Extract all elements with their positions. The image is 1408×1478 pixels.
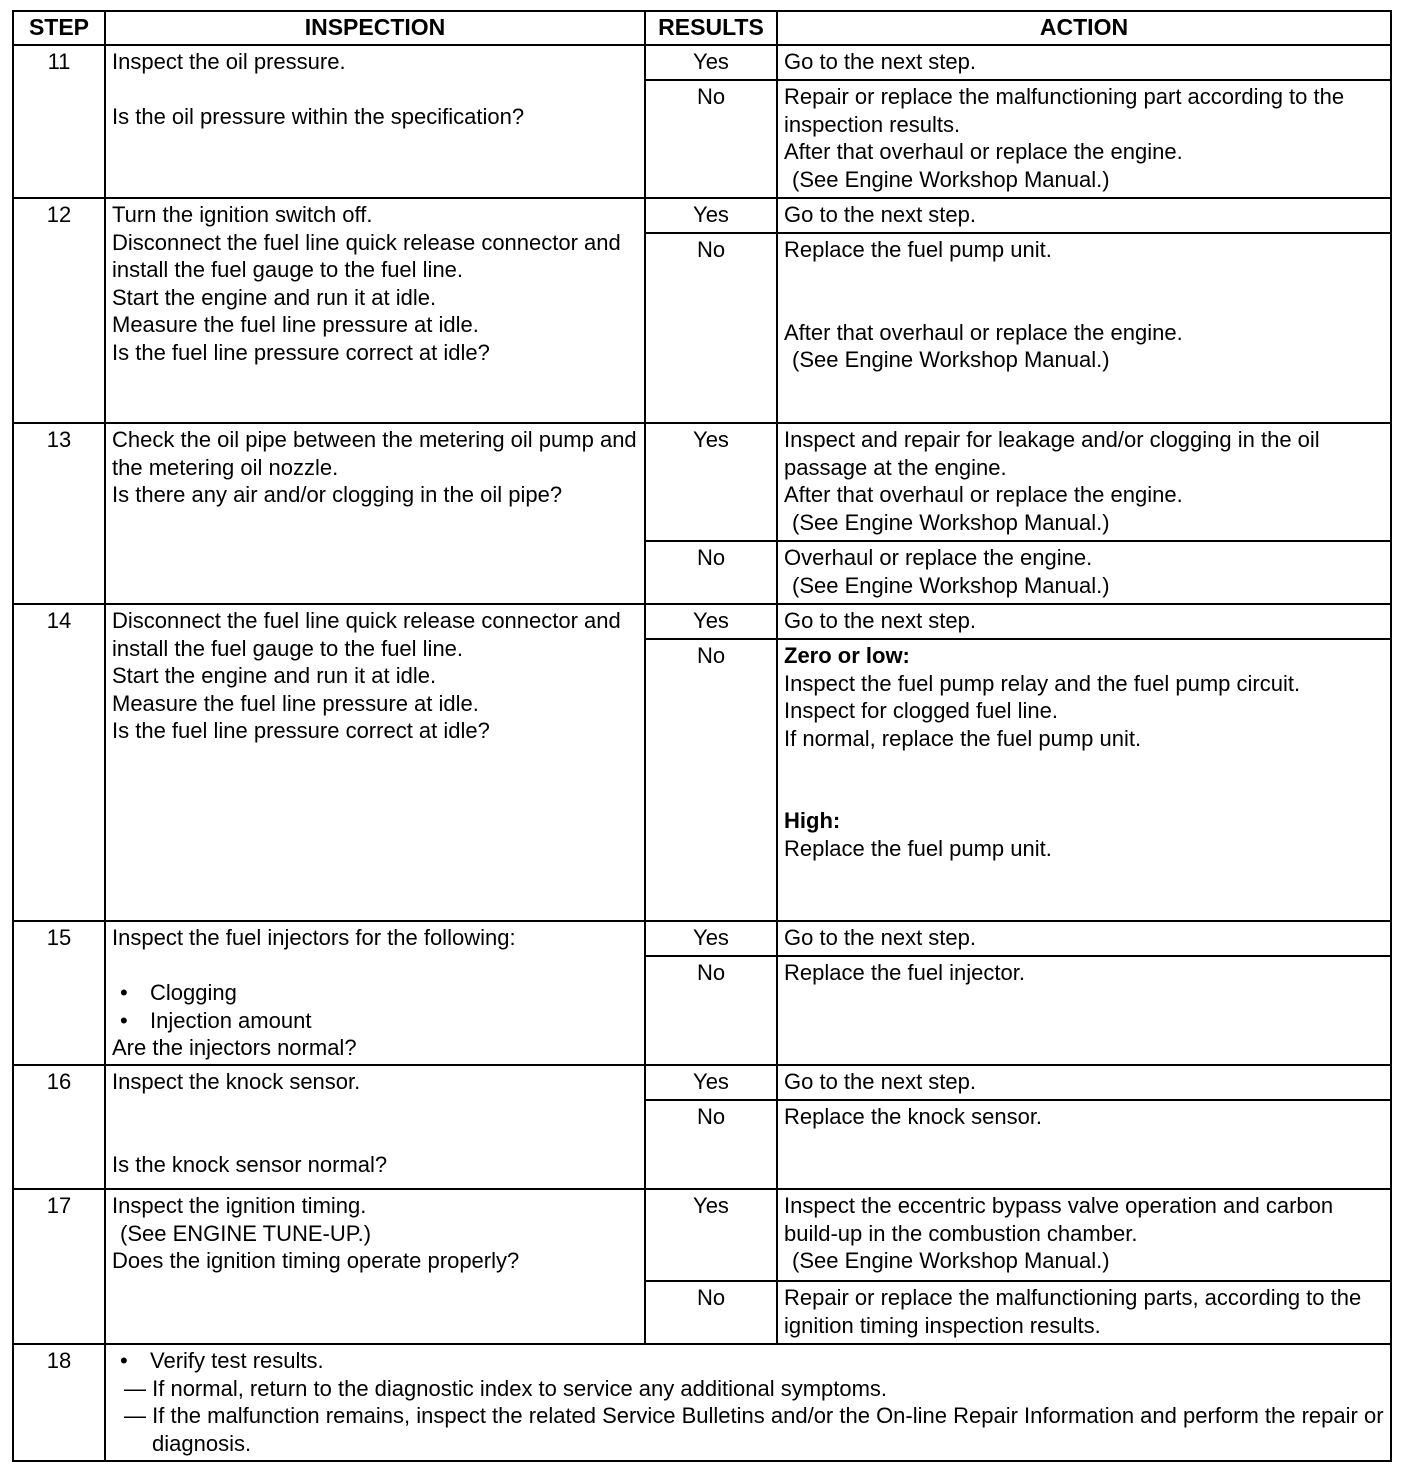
action-line: Repair or replace the malfunctioning part according to the inspection results. [784,84,1351,137]
header-action: ACTION [777,11,1391,45]
inspection-line: Disconnect the fuel line quick release connector and install the fuel gauge to the fuel line. [112,229,627,282]
inspection-line: Is the knock sensor normal? [112,1151,388,1177]
step-number: 12 [13,198,105,423]
inspection-line: Start the engine and run it at idle. [112,284,437,310]
action-no [777,1281,1391,1344]
action-line: (See Engine Workshop Manual.) [792,1248,1110,1273]
step-inspection [105,423,645,604]
inspection-line: Turn the ignition switch off. [112,202,373,227]
action-line: Go to the next step. [784,202,977,227]
inspection-line: Are the injectors normal? [112,1035,357,1060]
step-number: 18 [13,1344,105,1461]
action-no [777,541,1391,604]
bullet-item: • Verify test results. [120,1348,324,1373]
step-11-yes-row [13,45,1391,80]
inspection-line: Is there any air and/or clogging in the oil pipe? [112,482,563,507]
action-line: Inspect for clogged fuel line. [784,698,1058,723]
step-18-instructions [105,1344,1391,1461]
step-13-yes-row [13,423,1391,541]
action-no [777,956,1391,1065]
result-no: No [645,233,777,423]
step-inspection [105,921,645,1065]
bullet-text: Injection amount [150,1007,312,1033]
inspection-line: Does the ignition timing operate properly? [112,1248,520,1273]
action-yes [777,1065,1391,1100]
inspection-line: Start the engine and run it at idle. [112,663,437,688]
step-number: 13 [13,423,105,604]
step-15-yes-row [13,921,1391,956]
step-number: 15 [13,921,105,1065]
result-yes: Yes [645,604,777,639]
inspection-line: Measure the fuel line pressure at idle. [112,690,479,716]
step-number: 17 [13,1189,105,1344]
result-no: No [645,956,777,1065]
action-yes [777,1189,1391,1281]
result-yes: Yes [645,1065,777,1100]
header-results: RESULTS [645,11,777,45]
result-yes: Yes [645,198,777,233]
action-yes [777,604,1391,639]
action-line: If normal, replace the fuel pump unit. [784,725,1142,751]
dash-text: If normal, return to the diagnostic index to service any additional symptoms. [152,1375,888,1401]
step-inspection [105,604,645,921]
step-inspection [105,45,645,198]
inspection-line: Is the fuel line pressure correct at idle? [112,718,490,743]
step-number: 14 [13,604,105,921]
action-yes [777,45,1391,80]
action-yes [777,198,1391,233]
result-yes: Yes [645,921,777,956]
inspection-line: Disconnect the fuel line quick release connector and install the fuel gauge to the fuel line. [112,608,627,661]
bullet-text: Verify test results. [150,1348,324,1373]
step-inspection [105,198,645,423]
inspection-line: Inspect the knock sensor. [112,1069,361,1094]
dash-item: — If normal, return to the diagnostic index to service any additional symptoms. [124,1375,888,1401]
header-step: STEP [13,11,105,45]
action-line: (See Engine Workshop Manual.) [792,509,1110,535]
action-line: Replace the fuel pump unit. [784,237,1052,262]
inspection-line: Inspect the fuel injectors for the following: [112,925,516,950]
step-inspection [105,1189,645,1344]
action-line: (See Engine Workshop Manual.) [792,347,1110,372]
action-no [777,639,1391,921]
action-line: Overhaul or replace the engine. [784,545,1093,570]
action-yes [777,921,1391,956]
action-line: After that overhaul or replace the engine. [784,482,1183,507]
step-number: 11 [13,45,105,198]
result-no: No [645,639,777,921]
inspection-line: Check the oil pipe between the metering oil pump and the metering oil nozzle. [112,427,643,480]
action-yes [777,423,1391,541]
dash-item: — If the malfunction remains, inspect the related Service Bulletins and/or the On-line Repair Information and perform the repair or diagnosis. [124,1403,1384,1456]
action-line: Replace the fuel injector. [784,960,1025,985]
action-line: Repair or replace the malfunctioning parts, according to the ignition timing inspection results. [784,1285,1368,1338]
step-17-yes-row [13,1189,1391,1281]
header-row [13,11,1391,45]
inspection-line: Measure the fuel line pressure at idle. [112,312,479,337]
result-no: No [645,80,777,198]
diagnostic-table [12,10,1392,1462]
bullet-text: Clogging [150,980,237,1005]
action-line: Replace the knock sensor. [784,1104,1043,1129]
action-line: Inspect the fuel pump relay and the fuel pump circuit. [784,670,1301,696]
step-number: 16 [13,1065,105,1189]
action-line: After that overhaul or replace the engine. [784,139,1183,164]
header-inspection: INSPECTION [105,11,645,45]
dash-text: If the malfunction remains, inspect the related Service Bulletins and/or the On-line Repair Information and perform the repair or diagnosis. [152,1403,1384,1456]
action-line: Inspect the eccentric bypass valve operation and carbon build-up in the combustion chamber. [784,1193,1340,1246]
inspection-line: Inspect the ignition timing. [112,1193,367,1218]
bullet-item: • Injection amount [120,1007,312,1033]
action-no [777,80,1391,198]
action-line: (See Engine Workshop Manual.) [792,572,1110,598]
step-14-yes-row [13,604,1391,639]
bullet-item: • Clogging [120,980,237,1005]
step-12-yes-row [13,198,1391,233]
action-line: Go to the next step. [784,608,977,633]
action-line: Replace the fuel pump unit. [784,835,1052,861]
step-18-row [13,1344,1391,1461]
action-line: Inspect and repair for leakage and/or clogging in the oil passage at the engine. [784,427,1326,480]
inspection-line: Is the fuel line pressure correct at idle? [112,339,490,365]
inspection-line: (See ENGINE TUNE-UP.) [120,1220,372,1246]
action-line: Go to the next step. [784,49,977,74]
action-no [777,233,1391,423]
inspection-line: Inspect the oil pressure. [112,49,346,74]
action-line: Go to the next step. [784,925,977,950]
action-no [777,1100,1391,1189]
result-yes: Yes [645,423,777,541]
result-yes: Yes [645,1189,777,1281]
action-heading-high: High: [784,808,841,833]
step-16-yes-row [13,1065,1391,1100]
result-yes: Yes [645,45,777,80]
action-heading-zero-or-low: Zero or low: [784,643,910,668]
action-line: (See Engine Workshop Manual.) [792,166,1110,192]
inspection-line: Is the oil pressure within the specification? [112,104,525,129]
result-no: No [645,1281,777,1344]
action-line: After that overhaul or replace the engine. [784,319,1183,345]
step-inspection [105,1065,645,1189]
action-line: Go to the next step. [784,1069,977,1094]
result-no: No [645,541,777,604]
result-no: No [645,1100,777,1189]
